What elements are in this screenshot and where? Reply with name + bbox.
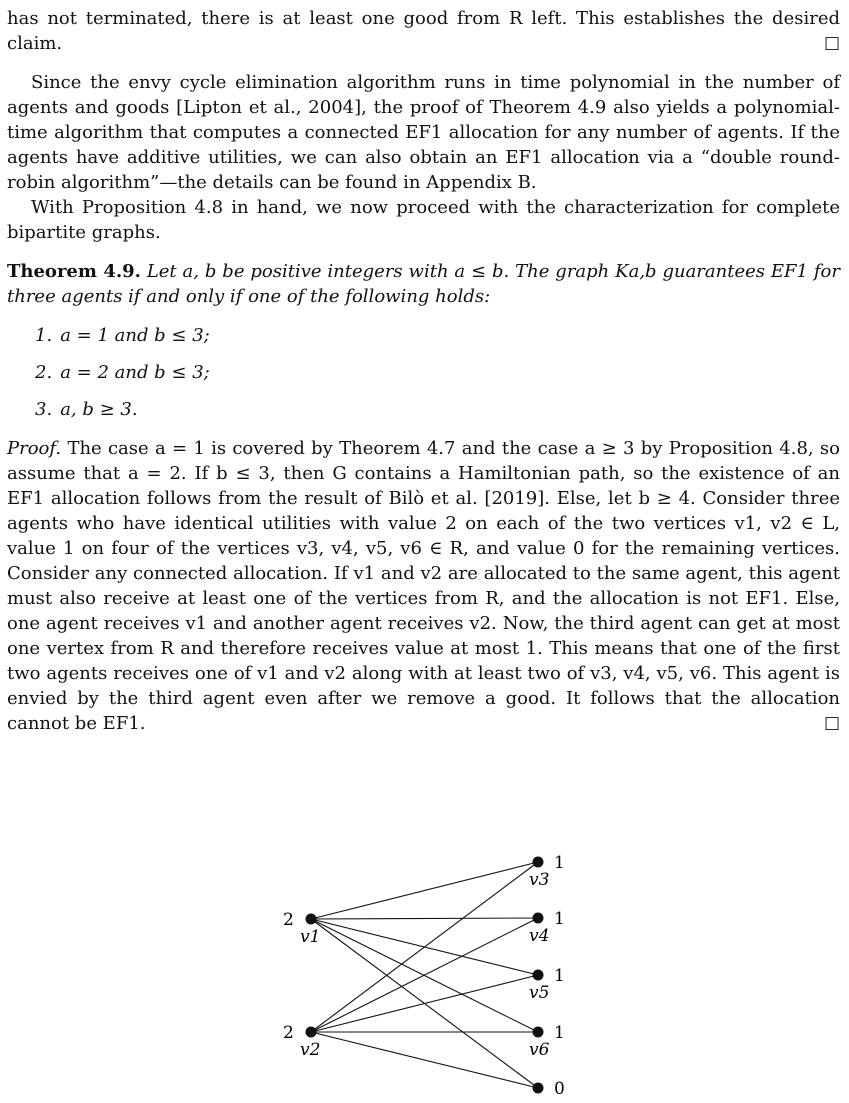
qed-symbol: □	[823, 713, 840, 733]
vertex-label: v6	[529, 1040, 550, 1060]
value-label: 1	[554, 966, 565, 986]
value-label: 0	[554, 1079, 565, 1099]
proof-paragraph	[7, 436, 840, 736]
paragraph-envy-cycle: Since the envy cycle elimination algorithm runs in time polynomial in the number of agents and goods [Lipton et al., 2004], the proof of Theorem 4.9 also yields a polynomial-time algorithm that computes a connected EF1 allocation for any number of agents. If the agents have additive utilities, we can also obtain an EF1 allocation via a “double round-robin algorithm”—the details can be found in Appendix B.	[7, 72, 840, 193]
vertex-label: v5	[529, 983, 550, 1003]
value-label: 1	[554, 1023, 565, 1043]
graph-edges	[311, 862, 538, 1088]
vertex-label: v2	[300, 1040, 321, 1060]
vertex-v3	[533, 857, 544, 868]
value-label: 1	[554, 909, 565, 929]
value-label: 2	[283, 910, 294, 930]
condition-list	[7, 323, 840, 422]
value-label: 2	[283, 1023, 294, 1043]
paragraph-proposition: With Proposition 4.8 in hand, we now proceed with the characterization for complete bipartite graphs.	[7, 197, 840, 243]
theorem-statement	[7, 259, 840, 309]
vertex-label: v1	[300, 927, 321, 947]
value-label: 1	[554, 853, 565, 873]
theorem-label: Theorem 4.9.	[7, 261, 141, 282]
vertex-unlabeled	[533, 1083, 544, 1094]
proof-label: Proof.	[7, 438, 62, 459]
vertex-label: v4	[529, 926, 550, 946]
list-item: 3. a, b ≥ 3.	[35, 399, 138, 420]
paragraph-claim-end	[7, 6, 840, 56]
theorem-text: Let a, b be positive integers with a ≤ b. The graph Ka,b guarantees EF1 for three agents if and only if one of the following holds:	[7, 261, 840, 307]
proof-text: The case a = 1 is covered by Theorem 4.7 and the case a ≥ 3 by Proposition 4.8, so assume that a = 2. If b ≤ 3, then G contains a Hamiltonian path, so the existence of an EF1 allocation follows from the result of Bilò et al. [2019]. Else, let b ≥ 4. Consider three agents who have identical utilities with value 2 on each of the two vertices v1, v2 ∈ L, value 1 on four of the vertices v3, v4, v5, v6 ∈ R, and value 0 for the remaining vertices. Consider any connected allocation. If v1 and v2 are allocated to the same agent, this agent must also receive at least one of the vertices from R, and the allocation is not EF1. Else, one agent receives v1 and another agent receives v2. Now, the third agent can get at most one vertex from R and therefore receives value at most 1. This means that one of the first two agents receives one of v1 and v2 along with at least two of v3, v4, v5, v6. This agent is envied by the third agent even after we remove a good. It follows that the allocation cannot be EF1.	[7, 438, 841, 734]
list-item: 1. a = 1 and b ≤ 3;	[35, 325, 210, 346]
vertex-v1	[306, 914, 317, 925]
vertex-v6	[533, 1027, 544, 1038]
qed-symbol: □	[823, 33, 840, 53]
list-item: 2. a = 2 and b ≤ 3;	[35, 362, 210, 383]
vertex-label: v3	[529, 870, 550, 890]
paragraph-text: has not terminated, there is at least one good from R left. This establishes the desired claim.	[7, 8, 840, 54]
vertex-v4	[533, 913, 544, 924]
vertex-v2	[306, 1027, 317, 1038]
vertex-v5	[533, 970, 544, 981]
bipartite-graph-figure	[0, 845, 849, 1103]
paper-page	[7, 6, 840, 736]
